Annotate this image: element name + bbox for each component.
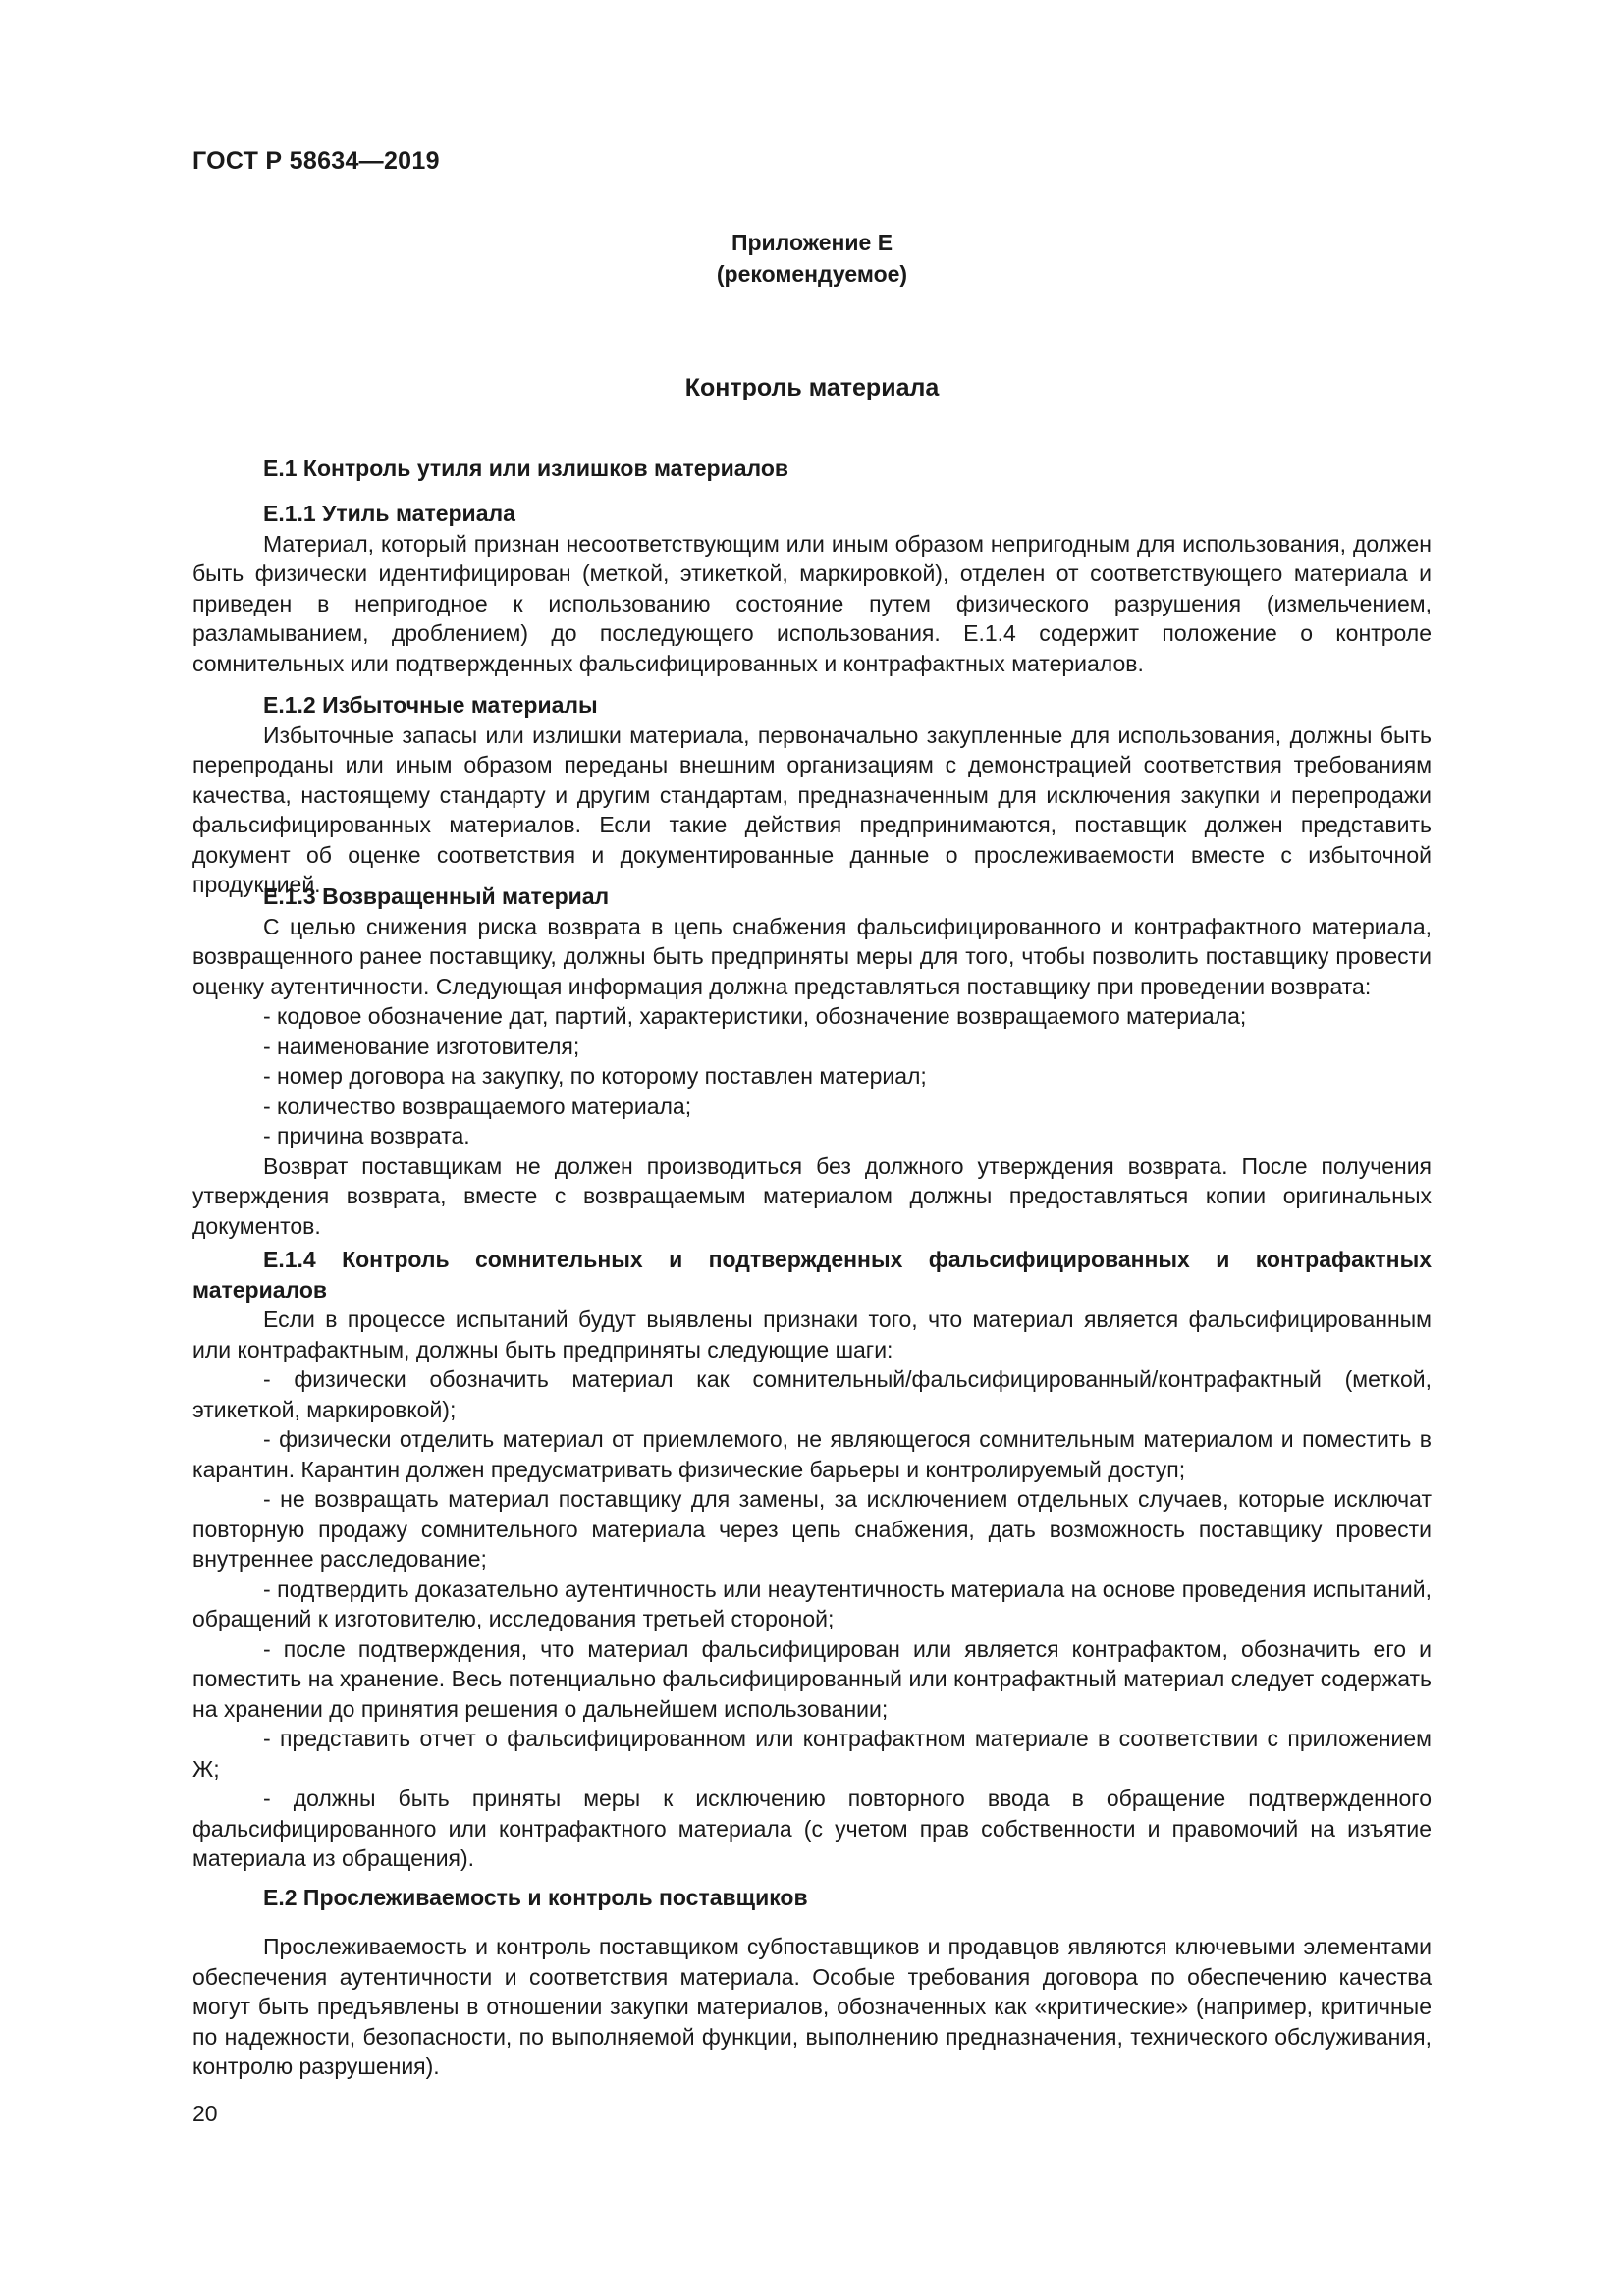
section-e2-body	[192, 1932, 1432, 2082]
subsection-e13-heading: Е.1.3 Возвращенный материал	[263, 883, 610, 909]
subsection-e13	[192, 881, 1432, 1241]
subsection-e13-closing: Возврат поставщикам не должен производиться без должного утверждения возврата. После получения утверждения возврата, вместе с возвращаемым материалом должны предоставляться копии оригинальных документов.	[192, 1152, 1432, 1239]
list-item: - количество возвращаемого материала;	[263, 1093, 692, 1119]
list-item: - кодовое обозначение дат, партий, характеристики, обозначение возвращаемого материала;	[263, 1003, 1247, 1029]
section-e2-text: Прослеживаемость и контроль поставщиком субпоставщиков и продавцов являются ключевыми элементами обеспечения аутентичности и соответствия материала. Особые требования договора по обеспечению качества могут быть предъявлены в отношении закупки материалов, обозначенных как «критические» (например, критичные по надежности, безопасности, по выполняемой функции, выполнению предназначения, технического обслуживания, контролю разрушения).	[192, 1934, 1432, 2079]
subsection-e12-text: Избыточные запасы или излишки материала, первоначально закупленные для использования, должны быть перепроданы или иным образом переданы внешним организациям с демонстрацией соответствия требованиям качества, настоящему стандарту и другим стандартам, предназначенным для исключения закупки и перепродажи фальсифицированных материалов. Если такие действия предпринимаются, поставщик должен представить документ об оценке соответствия и документированные данные о прослеживаемости вместе с избыточной продукцией.	[192, 721, 1432, 897]
subsection-e12-heading: Е.1.2 Избыточные материалы	[263, 692, 598, 718]
section-e1-heading: Е.1 Контроль утиля или излишков материалов	[263, 455, 789, 481]
document-title: Контроль материала	[684, 374, 940, 401]
list-item: - должны быть приняты меры к исключению повторного ввода в обращение подтвержденного фальсифицированного или контрафактного материала (с учетом прав собственности и правомочий на изъятие материала из обращения).	[192, 1786, 1432, 1871]
annex-status: (рекомендуемое)	[716, 261, 908, 287]
page-number: 20	[192, 2101, 218, 2126]
subsection-e14	[192, 1245, 1432, 1874]
annex-title: Приложение Е	[731, 230, 893, 255]
list-item: - представить отчет о фальсифицированном или контрафактном материале в соответствии с приложением Ж;	[192, 1726, 1432, 1782]
subsection-e13-intro: С целью снижения риска возврата в цепь снабжения фальсифицированного и контрафактного материала, возвращенного ранее поставщику, должны быть предприняты меры для того, чтобы позволить поставщику провести оценку аутентичности. Следующая информация должна представляться поставщику при проведении возврата:	[192, 913, 1432, 999]
list-item: - наименование изготовителя;	[263, 1033, 580, 1059]
list-item: - подтвердить доказательно аутентичность или неаутентичность материала на основе проведения испытаний, обращений к изготовителю, исследования третьей стороной;	[192, 1575, 1432, 1631]
subsection-e11	[192, 499, 1432, 678]
subsection-e11-text: Материал, который признан несоответствующим или иным образом непригодным для использования, должен быть физически идентифицирован (меткой, этикеткой, маркировкой), отделен от соответствующего материала и приведен в непригодное к использованию состояние путем физического разрушения (измельчением, разламыванием, дроблением) до последующего использования. Е.1.4 содержит положение о контроле сомнительных или подтвержденных фальсифицированных и контрафактных материалов.	[192, 530, 1432, 676]
subsection-e14-heading: Е.1.4 Контроль сомнительных и подтвержденных фальсифицированных и контрафактных материалов	[192, 1247, 1432, 1303]
list-item: - не возвращать материал поставщику для замены, за исключением отдельных случаев, которые исключат повторную продажу сомнительного материала через цепь снабжения, дать возможность поставщику провести внутреннее расследование;	[192, 1486, 1432, 1572]
section-e2	[192, 1883, 1432, 1913]
list-item: - после подтверждения, что материал фальсифицирован или является контрафактом, обозначить его и поместить на хранение. Весь потенциально фальсифицированный или контрафактный материал следует содержать на хранении до принятия решения о дальнейшем использовании;	[192, 1635, 1432, 1722]
list-item: - причина возврата.	[263, 1123, 470, 1148]
section-e1	[192, 454, 1432, 484]
subsection-e11-heading: Е.1.1 Утиль материала	[263, 501, 515, 526]
list-item: - номер договора на закупку, по которому поставлен материал;	[263, 1063, 927, 1089]
list-item: - физически отделить материал от приемлемого, не являющегося сомнительным материалом и поместить в карантин. Карантин должен предусматривать физические барьеры и контролируемый доступ;	[192, 1426, 1432, 1482]
list-item: - физически обозначить материал как сомнительный/фальсифицированный/контрафактный (меткой, этикеткой, маркировкой);	[192, 1366, 1432, 1422]
subsection-e12	[192, 690, 1432, 900]
standard-code: ГОСТ Р 58634—2019	[192, 147, 440, 175]
section-e2-heading: Е.2 Прослеживаемость и контроль поставщиков	[263, 1885, 808, 1910]
subsection-e14-intro: Если в процессе испытаний будут выявлены признаки того, что материал является фальсифицированным или контрафактным, должны быть предприняты следующие шаги:	[192, 1307, 1432, 1362]
